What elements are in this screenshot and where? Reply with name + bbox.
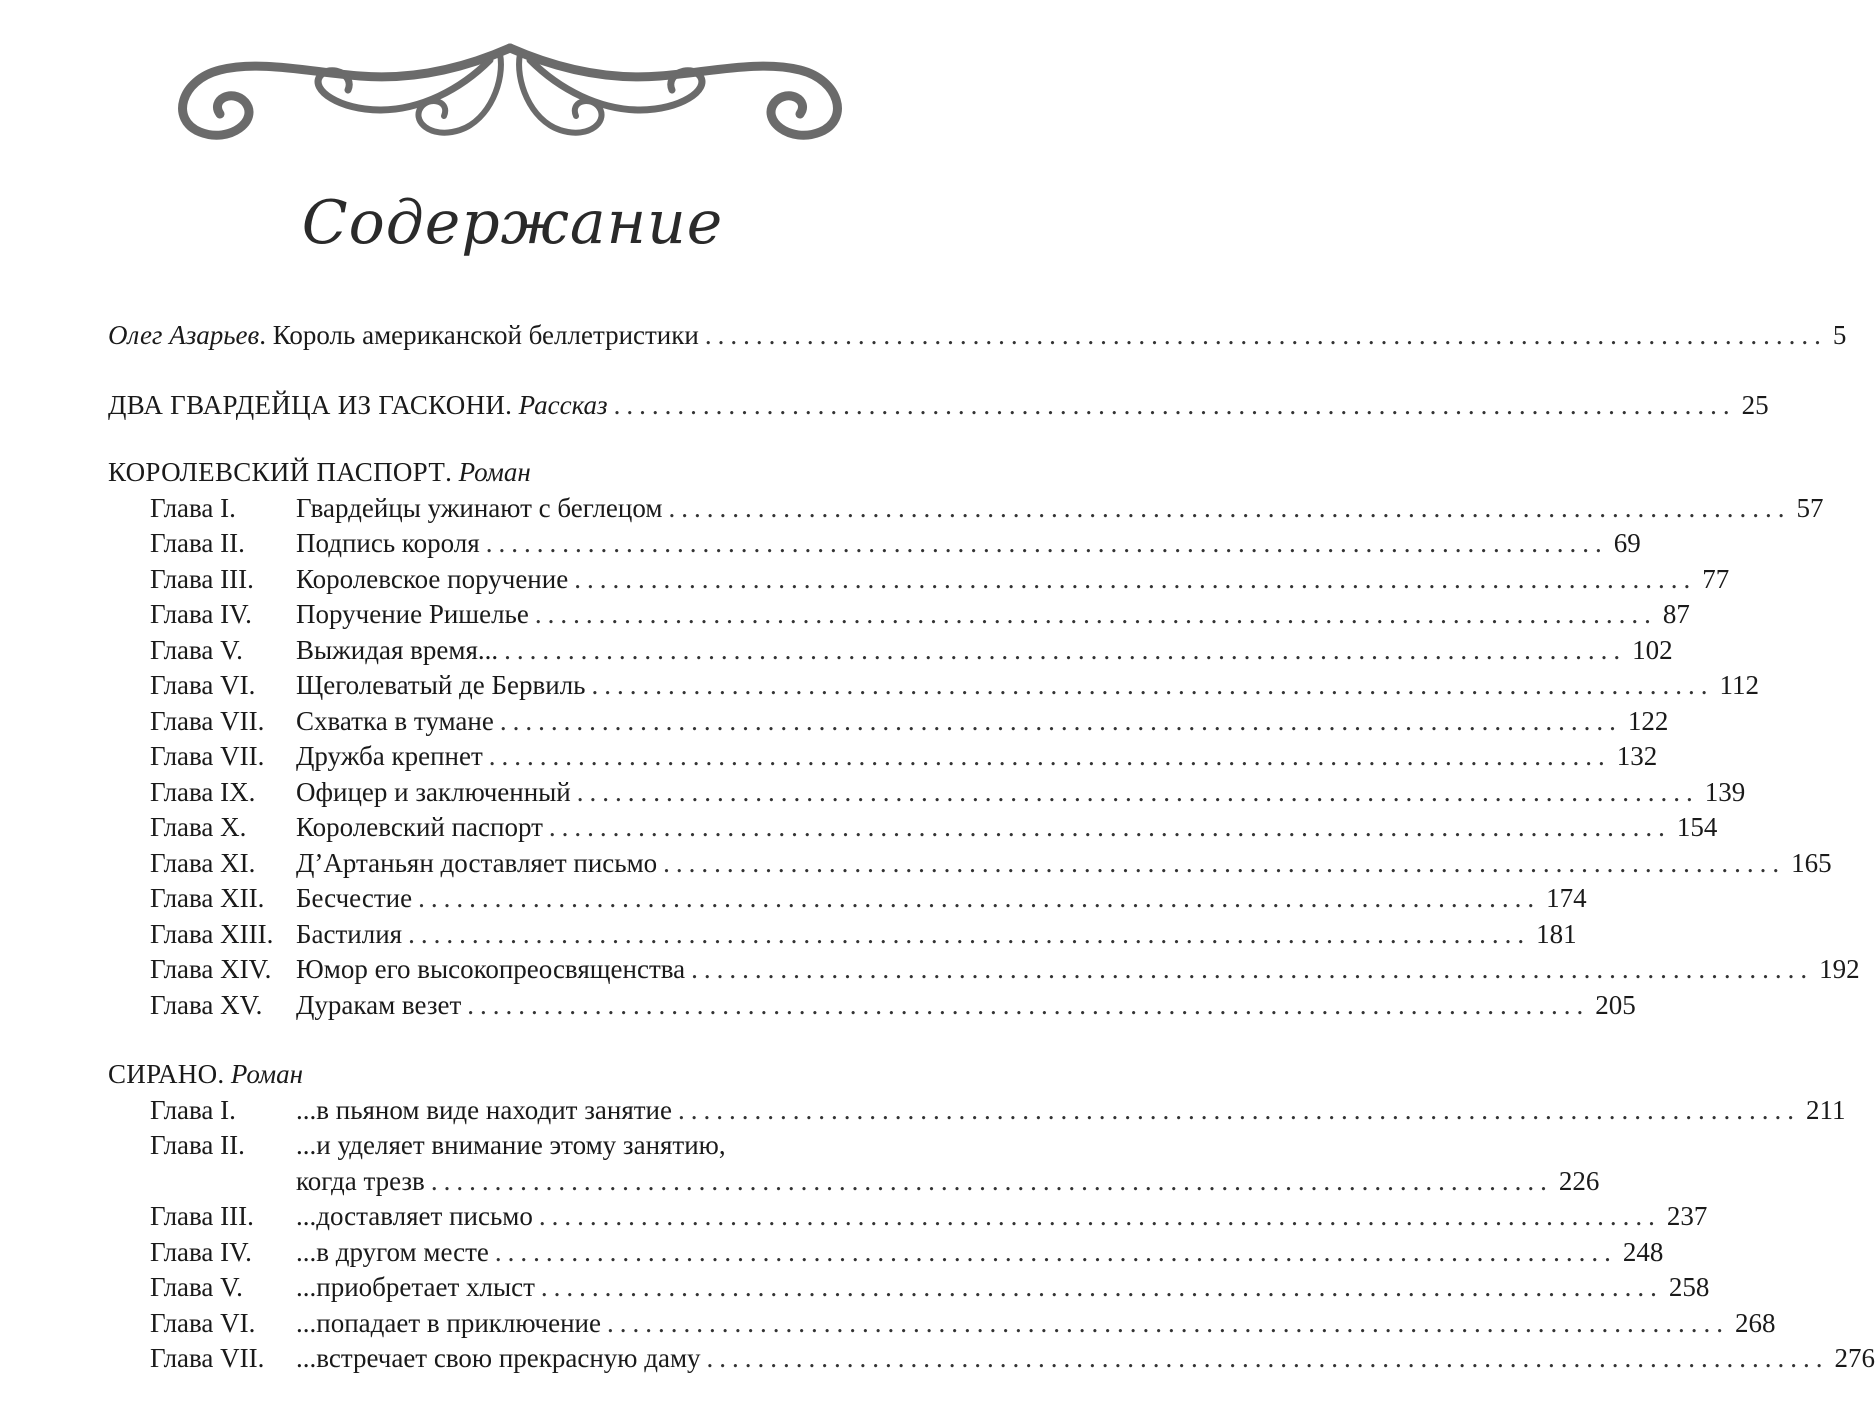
chapter-title: Д’Артаньян доставляет письмо [296, 847, 658, 878]
chapter-label: Глава X. [150, 812, 247, 842]
chapter-title-continued: когда трезв [296, 1165, 425, 1196]
chapter-label: Глава VII. [150, 1343, 265, 1373]
dot-leader: ........................................................................................ [418, 883, 1541, 913]
chapter-list-novel1 [108, 491, 1860, 1024]
chapter-row-continued [108, 1164, 1600, 1200]
chapter-title: Выжидая время... [296, 634, 499, 665]
chapter-row [108, 1235, 1664, 1271]
section-genre: Роман [458, 457, 531, 487]
chapter-row [108, 526, 1641, 562]
chapter-label: Глава V. [150, 634, 243, 665]
chapter-row [108, 562, 1730, 598]
dot-leader: ........................................................................................ [548, 812, 1671, 842]
dot-leader: ........................................................................................ [408, 918, 1531, 949]
chapter-label: Глава V. [150, 1272, 243, 1302]
table-of-contents [108, 318, 1875, 1377]
dot-leader: ........................................................................................ [691, 954, 1814, 984]
chapter-title: ...и уделяет внимание этому занятию, [296, 1130, 726, 1160]
chapter-row [108, 491, 1824, 527]
dot-leader: ........................................................................................ [706, 1343, 1829, 1373]
chapter-title: Поручение Ришелье [296, 599, 529, 629]
chapter-list-novel2 [108, 1093, 1875, 1377]
page-number: 132 [1616, 741, 1658, 771]
dot-leader: ........................................................................................ [591, 670, 1714, 700]
chapter-label: Глава XV. [150, 989, 263, 1020]
chapter-title: Офицер и заключенный [296, 776, 571, 807]
page-number: 226 [1558, 1165, 1600, 1196]
page-number: 237 [1666, 1201, 1708, 1231]
dot-leader: ........................................................................................ [668, 492, 1791, 523]
page-number: 102 [1632, 634, 1673, 665]
page-number: 122 [1627, 705, 1669, 736]
page-number: 5 [1832, 320, 1847, 350]
dot-leader: ........................................................................................ [574, 563, 1697, 594]
chapter-row [108, 775, 1746, 811]
chapter-row [108, 1270, 1710, 1306]
chapter-title: Подпись короля [296, 528, 480, 558]
page-number: 139 [1704, 776, 1746, 807]
page-number: 205 [1595, 989, 1636, 1020]
dot-leader: ........................................................................................ [485, 528, 1608, 558]
chapter-label: Глава XII. [150, 883, 265, 913]
page-number: 181 [1536, 918, 1577, 949]
page-number: 258 [1668, 1272, 1710, 1302]
entry-genre: Рассказ [518, 389, 608, 420]
chapter-row [108, 668, 1759, 704]
chapter-title: ...встречает свою прекрасную даму [296, 1343, 701, 1373]
page-title: Содержание [301, 188, 724, 258]
page-number: 211 [1805, 1094, 1846, 1125]
chapter-title: Гвардейцы ужинают с беглецом [296, 492, 663, 523]
chapter-label: Глава I. [150, 1094, 236, 1125]
dot-leader: ........................................................................................ [663, 847, 1786, 878]
dot-leader: ........................................................................................ [494, 1236, 1617, 1267]
chapter-label: Глава III. [150, 563, 254, 594]
chapter-row [108, 988, 1636, 1024]
chapter-label: Глава IV. [150, 1236, 252, 1267]
chapter-title: Дуракам везет [296, 989, 462, 1020]
chapter-row [108, 1341, 1875, 1377]
entry-title: . Король американской беллетристики [259, 320, 699, 350]
dot-leader: ........................................................................................ [677, 1094, 1800, 1125]
page-number: 154 [1676, 812, 1718, 842]
section-genre: Роман [230, 1059, 303, 1089]
chapter-label: Глава VII. [150, 741, 265, 771]
page-number: 174 [1546, 883, 1587, 913]
chapter-title: ...в другом месте [296, 1236, 489, 1267]
chapter-label: Глава VI. [150, 670, 256, 700]
chapter-label: Глава VII. [150, 705, 265, 736]
page-number: 268 [1734, 1307, 1776, 1338]
dot-leader: ........................................................................................ [499, 705, 1622, 736]
chapter-label: Глава XIV. [150, 954, 272, 984]
page-number: 192 [1819, 954, 1860, 984]
chapter-label: Глава IV. [150, 599, 252, 629]
chapter-label: Глава VI. [150, 1307, 256, 1338]
chapter-row [108, 597, 1690, 633]
chapter-label: Глава XI. [150, 847, 256, 878]
dot-leader: ........................................................................................ [538, 1201, 1661, 1231]
page-number: 276 [1834, 1343, 1875, 1373]
page-number: 248 [1622, 1236, 1664, 1267]
chapter-title: ...доставляет письмо [296, 1201, 533, 1231]
chapter-label: Глава II. [150, 528, 245, 558]
chapter-title: Бесчестие [296, 883, 413, 913]
author-name: Олег Азарьев [108, 320, 260, 350]
chapter-row [108, 1093, 1846, 1129]
chapter-row [108, 1128, 874, 1164]
chapter-title: ...приобретает хлыст [296, 1272, 535, 1302]
dot-leader: ........................................................................................ [704, 320, 1827, 350]
chapter-title: Схватка в тумане [296, 705, 494, 736]
dot-leader: ........................................................................................ [488, 741, 1611, 771]
page-number: 87 [1662, 599, 1690, 629]
chapter-row [108, 633, 1673, 669]
chapter-row [108, 1199, 1708, 1235]
chapter-label: Глава IX. [150, 776, 256, 807]
dot-leader: ........................................................................................ [467, 989, 1590, 1020]
dot-leader: ........................................................................................ [576, 776, 1699, 807]
dot-leader: ........................................................................................ [430, 1165, 1553, 1196]
chapter-row [108, 739, 1658, 775]
chapter-row [108, 846, 1832, 882]
dot-leader: ........................................................................................ [504, 634, 1627, 665]
toc-entry-intro [108, 318, 1847, 354]
chapter-title: Бастилия [296, 918, 403, 949]
toc-entry-story: ДВА ГВАРДЕЙЦА ИЗ ГАСКОНИ. Рассказ ........................................................................................ 25 [108, 388, 874, 424]
chapter-row [108, 881, 1587, 917]
chapter-label: Глава III. [150, 1201, 254, 1231]
chapter-title: Юмор его высокопреосвященства [296, 954, 686, 984]
dot-leader: ........................................................................................ [534, 599, 1657, 629]
chapter-row [108, 917, 1577, 953]
dot-leader: ........................................................................................ [613, 389, 1736, 420]
page-number: 165 [1791, 847, 1832, 878]
chapter-row [108, 952, 1860, 988]
chapter-label: Глава XIII. [150, 918, 274, 949]
chapter-row [108, 810, 1718, 846]
chapter-label: Глава I. [150, 492, 236, 523]
page-number: 25 [1741, 389, 1769, 420]
page-number: 57 [1796, 492, 1824, 523]
chapter-row [108, 1306, 1776, 1342]
section-title: КОРОЛЕВСКИЙ ПАСПОРТ [108, 457, 446, 487]
chapter-row [108, 704, 1669, 740]
chapter-title: Королевский паспорт [296, 812, 543, 842]
entry-title: ДВА ГВАРДЕЙЦА ИЗ ГАСКОНИ [108, 389, 506, 420]
page-number: 69 [1613, 528, 1641, 558]
chapter-label: Глава II. [150, 1130, 245, 1160]
decorative-flourish [160, 40, 860, 150]
section-title: СИРАНО [108, 1059, 218, 1089]
chapter-title: ...в пьяном виде находит занятие [296, 1094, 672, 1125]
section-heading-novel1: КОРОЛЕВСКИЙ ПАСПОРТ. Роман [108, 457, 531, 487]
chapter-title: Королевское поручение [296, 563, 569, 594]
chapter-title: ...попадает в приключение [296, 1307, 601, 1338]
page-number: 77 [1702, 563, 1730, 594]
page-number: 112 [1719, 670, 1759, 700]
dot-leader: ........................................................................................ [606, 1307, 1729, 1338]
chapter-title: Щеголеватый де Бервиль [296, 670, 586, 700]
section-heading-novel2: СИРАНО. Роман [108, 1059, 303, 1089]
dot-leader: ........................................................................................ [540, 1272, 1663, 1302]
chapter-title: Дружба крепнет [296, 741, 483, 771]
